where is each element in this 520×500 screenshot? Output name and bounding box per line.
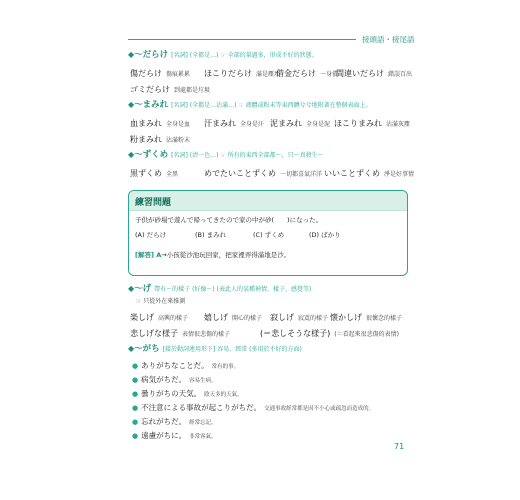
vocab-item: いいことずくめ 淨是好事情 [324, 169, 415, 178]
section-note: ☞ 只從外在來推測 [136, 298, 186, 305]
vocab-item: 傷だらけ 傷痕累累 [130, 69, 191, 78]
section-zukume [128, 150, 415, 181]
section-darake [128, 50, 413, 97]
section-title: 〜だらけ [134, 50, 169, 60]
option-b: (B) まみれ [195, 231, 227, 239]
section-ge [128, 284, 408, 341]
dot-icon: ● [132, 362, 139, 370]
bullet-icon: ◆ [128, 284, 135, 293]
section-title: 〜ずくめ [134, 150, 169, 160]
vocab-item: 寂しげ 寂寞的樣子 [270, 313, 329, 322]
section-gachi [128, 344, 408, 355]
vocab-item: ほこりだらけ 滿是塵埃 [204, 69, 281, 78]
vocab-item: めでたいことずくめ 一切都喜氣洋洋 [204, 169, 323, 178]
example-list [132, 360, 374, 444]
section-desc: [接於動詞連用形下] 容易、經常 (多用於不好的方面) [162, 346, 302, 353]
dot-icon: ● [132, 390, 139, 398]
section-desc: [名詞] (全都是…) ☞ 全部的量過多，形成不好的狀態。 [171, 52, 318, 59]
section-desc: [名詞] (全都是…沾滿…) ☞ 液體或粉末等東西髒兮兮地附著在整個表面上。 [171, 102, 372, 109]
vocab-item: 黒ずくめ 全黑 [130, 169, 179, 178]
bullet-icon: ◆ [128, 150, 135, 159]
section-desc: 帶有〜的樣子 (好像〜) (表此人的某種神情、樣子、感覺等) [154, 286, 312, 293]
dot-icon: ● [132, 432, 139, 440]
chapter-tag: 接頭語・接尾語 [356, 33, 421, 46]
vocab-item: 粉まみれ 沾滿粉末 [130, 135, 191, 144]
section-title: 〜まみれ [134, 100, 169, 110]
vocab-item: ほこりまみれ 沾滿灰塵 [334, 119, 411, 128]
dot-icon: ● [132, 376, 139, 384]
practice-header [129, 191, 407, 211]
option-d: (D) ばかり [309, 231, 341, 239]
vocab-item: 悲しげな様子 表情很悲傷的樣子 [130, 329, 231, 338]
vocab-item: 懐かしげ 很懷念的樣子 [330, 313, 403, 322]
vocab-item: 間違いだらけ 錯誤百出 [336, 69, 413, 78]
practice-question: 子供が砂場で遊んで帰ってきたので家の中が砂( )になった。 [135, 216, 323, 224]
dot-icon: ● [132, 404, 139, 412]
vocab-item: 嬉しげ 開心的樣子 [204, 313, 263, 322]
vocab-item: 楽しげ 高興的樣子 [130, 313, 189, 322]
answer-tag: [解答] A [135, 251, 162, 259]
example-item: ● 忘れがちだ。 經常忘記。 [132, 417, 217, 426]
practice-answer [135, 250, 290, 259]
page-number: 71 [394, 442, 405, 451]
example-item: ● ありがちなことだ。 常有的事。 [132, 361, 240, 370]
vocab-item: 借金だらけ 一身債 [276, 69, 339, 78]
section-mamire [128, 100, 411, 147]
bullet-icon: ◆ [128, 100, 135, 109]
vocab-item: 汗まみれ 全身是汗 [204, 119, 265, 128]
vocab-item: ゴミだらけ 到處都是垃圾 [130, 85, 211, 94]
practice-title: 練習問題 [135, 198, 172, 208]
dot-icon: ● [132, 418, 139, 426]
example-item: ● 不注意による事故が起こりがちだ。 交通事故經常都是因不小心或疏忽而造成的。 [132, 403, 375, 412]
example-item: ● 病気がちだ。 容易生病。 [132, 375, 217, 384]
option-a: (A) だらけ [135, 231, 167, 239]
bullet-icon: ◆ [128, 50, 135, 59]
section-title: 〜がち [134, 344, 160, 354]
bullet-icon: ◆ [128, 344, 135, 353]
example-item: ● 曇りがちの天気。 陰天多的天氣。 [132, 389, 243, 398]
example-item: ● 遠慮がちに。 非常客氣。 [132, 431, 217, 440]
vocab-item: (＝悲しそうな様子) (＝看起來很悲傷的表情) [260, 329, 399, 338]
section-title: 〜げ [134, 284, 152, 294]
practice-box [128, 190, 408, 276]
section-desc: [名詞] (清一色…) ☞ 所有的東西全部都〜，只〜真發生〜 [171, 152, 324, 159]
answer-text: →小孩從沙池玩回家，把家裡弄得滿地是沙。 [161, 251, 291, 259]
vocab-item: 泥まみれ 全身是泥 [270, 119, 331, 128]
vocab-item: 血まみれ 全身是血 [130, 119, 191, 128]
option-c: (C) ずくめ [253, 231, 285, 239]
